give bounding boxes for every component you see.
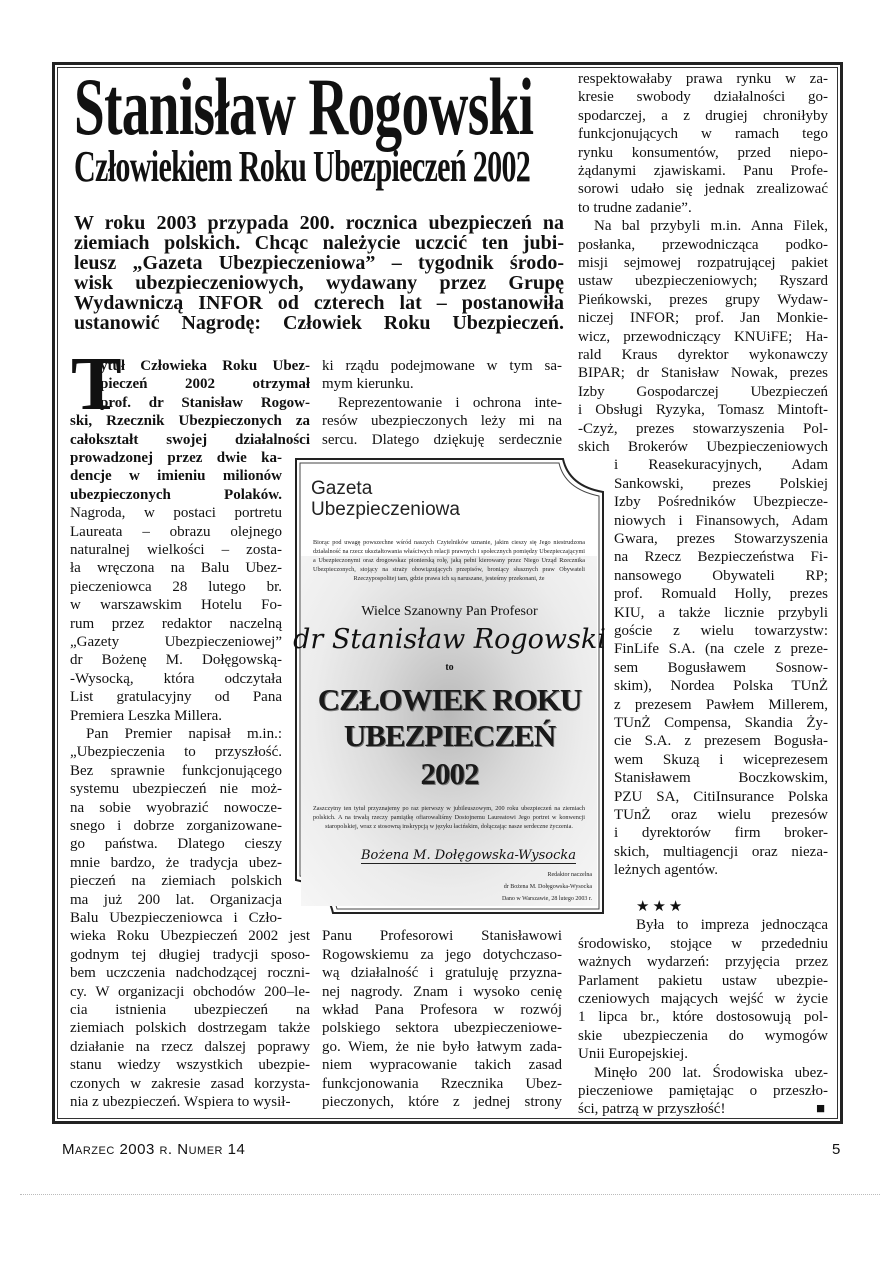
text-line: to trudne zadanie”.: [578, 199, 692, 216]
text-line: ści, patrzą w przyszłość!: [578, 1101, 726, 1118]
certificate-signature: Bożena M. Dołęgowska-Wysocka: [361, 848, 576, 863]
text-line: rynku konsumentów, przed niepo-: [578, 144, 828, 161]
text-line: ma już 200 lat. Organizacja: [70, 891, 282, 908]
text-line: niem wypracowanie takich zasad: [322, 1057, 562, 1074]
text-line: czeniowych mających wejść w życie: [578, 991, 828, 1007]
certificate-to: to: [445, 662, 454, 673]
text-line: TUnŻ oraz wielu prezesów: [614, 807, 828, 823]
lead-line: ustanowić Nagrodę: Człowiek Roku Ubezpieczeń.: [74, 312, 564, 334]
text-line: respektowałaby prawa rynku w za-: [578, 71, 828, 87]
text-line: pieczeniowe pamiętając o przeszło-: [578, 1083, 828, 1099]
text-line: ki rządu podejmowane w tym sa-: [322, 358, 562, 374]
text-line: funkcjonowania Rzecznika Ubez-: [322, 1075, 562, 1092]
text-line: Izby Gospodarczej Ubezpieczeń: [578, 383, 828, 400]
page-number: 5: [832, 1141, 841, 1158]
text-line: cy. W organizacji obchodów 200–le-: [70, 983, 310, 1000]
text-line: czonych w zakresie zasad korzysta-: [70, 1075, 310, 1092]
text-line: skim), Nordea Polska TUnŻ: [614, 678, 828, 695]
text-line: sorowi udało się jednak zrealizować: [578, 181, 828, 198]
text-line: stanu wiedzy wszystkich ubezpie-: [70, 1057, 310, 1074]
text-line: ustaw ubezpieczeniowych; Ryszard: [578, 273, 828, 290]
text-line: cie S.A. z prezesem Bogusła-: [614, 733, 828, 750]
text-line: prof. Romuald Holly, prezes: [614, 586, 828, 603]
text-line: skie ubezpieczenia do wymogów: [578, 1027, 828, 1044]
text-line: Izby Pośredników Ubezpiecze-: [614, 494, 828, 511]
text-line: polskiego sektora ubezpieczeniowe-: [322, 1020, 562, 1037]
footer-issue: Marzec 2003 r. Numer 14: [62, 1141, 246, 1158]
text-line: go. Wiem, że nie było łatwym zada-: [322, 1038, 562, 1055]
text-line: snego i dobrze zorganizowane-: [70, 818, 282, 834]
text-line: rald Kraus dyrektor wykonawczy: [578, 347, 828, 363]
text-line: „Ubezpieczenia to przyszłość.: [70, 744, 282, 761]
certificate-greeting: Wielce Szanowny Pan Profesor: [361, 604, 538, 619]
article-subtitle: Człowiekiem Roku Ubezpieczeń 2002: [74, 142, 531, 191]
text-line: Premiera Leszka Millera.: [70, 707, 223, 724]
text-line: na sobie wyobrazić nowocze-: [70, 799, 282, 816]
text-line: TUnŻ Compensa, Skandia Ży-: [614, 715, 828, 731]
text-line: PZU SA, CitiInsurance Polska: [614, 788, 828, 805]
certificate-award-line-1: CZŁOWIEK ROKU: [317, 682, 582, 717]
text-line: ubezpieczonych Polaków.: [70, 486, 282, 503]
text-line: i Reasekuracyjnych, Adam: [614, 457, 828, 474]
text-line: Bez sprawnie funkcjonującego: [70, 762, 282, 779]
text-line: ważnych wydarzeń: przyjęcia przez: [578, 954, 828, 971]
text-line: Gwara, prezes Stowarzyszenia: [614, 531, 828, 547]
text-line: KIU, a także licznie przybyli: [614, 604, 828, 621]
certificate-signer-role: Redaktor naczelna: [547, 872, 592, 878]
text-line: bem uczczenia nadchodzącej roczni-: [70, 965, 310, 982]
certificate-image: [293, 456, 606, 916]
end-of-article-mark: ■: [816, 1101, 826, 1118]
text-line: posłanka, przewodnicząca podko-: [578, 236, 828, 253]
text-line: kresie swobody działalności go-: [578, 89, 828, 106]
text-line: w warszawskim Hotelu Fo-: [70, 597, 282, 614]
text-line: Parlament pakietu ustaw ubezpie-: [578, 972, 828, 989]
text-line: „Gazety Ubezpieczeniowej”: [70, 634, 282, 650]
text-line: pieczeń na ziemiach polskich: [70, 873, 282, 890]
text-line: systemu ubezpieczeń nie moż-: [70, 781, 282, 798]
text-line: Unii Europejskiej.: [578, 1046, 688, 1063]
text-line: pieczeń 2002 otrzymał: [100, 376, 310, 393]
text-line: Minęło 200 lat. Środowiska ubez-: [594, 1064, 828, 1081]
text-line: BIPAR; dr Stanisław Nowak, prezes: [578, 365, 828, 382]
certificate-logo: [311, 478, 460, 520]
text-line: leżnych agentów.: [614, 862, 718, 879]
text-line: z prezesem Pawłem Millerem,: [614, 696, 828, 713]
scan-artifact-line: [20, 1194, 880, 1195]
article-lead: [74, 213, 564, 333]
text-line: ziemiach polskich dostrzegam także: [70, 1020, 310, 1037]
text-line: na Rzecz Bezpieczeństwa Fi-: [614, 549, 828, 566]
text-line: Na bal przybyli m.in. Anna Filek,: [594, 218, 828, 235]
text-line: mym kierunku.: [322, 376, 414, 393]
text-line: nia z ubezpieczeń. Wspiera to wysił-: [70, 1094, 291, 1110]
section-separator-stars: ★★★: [636, 899, 686, 915]
text-line: całokształt swojej działalności: [70, 431, 310, 448]
text-line: misji sejmowej rozpatrującej pakiet: [578, 255, 828, 271]
article-title: Stanisław Rogowski: [74, 61, 534, 152]
text-line: niowych i Finansowych, Adam: [614, 512, 828, 529]
text-line: Pieńkowski, prezes grupy Wydaw-: [578, 291, 828, 308]
text-line: ski, Rzecznik Ubezpieczonych za: [70, 413, 310, 430]
text-line: godnym tej długiej tradycji sposo-: [70, 946, 310, 963]
logo-line-1: Gazeta: [311, 478, 373, 499]
lead-line: W roku 2003 przypada 200. rocznica ubezpieczeń na: [74, 212, 564, 234]
text-line: -Wysocką, która odczytała: [70, 670, 282, 687]
text-line: wem Skuzą i wiceprezesem: [614, 751, 828, 768]
text-line: Stanisławem Boczkowskim,: [614, 770, 828, 787]
lead-line: ziemiach polskich. Chcąc należycie uczcić ten jubi-: [74, 232, 564, 254]
certificate-name: dr Stanisław Rogowski: [293, 624, 606, 655]
text-line: Sankowski, prezes Polskiej: [614, 475, 828, 492]
text-line: mnie bardzo, że tradycja ubez-: [70, 854, 282, 871]
text-line: niczej INFOR; prof. Jan Monkie-: [578, 310, 828, 327]
text-line: ła wręczona na Balu Ubez-: [70, 560, 282, 577]
drop-cap: T: [71, 342, 122, 426]
certificate-intro-text: Biorąc pod uwagę powszechne wśród naszych Czytelników uznanie, jakim cieszy się Jego niestrudzona działalność na rzecz ukształtowania właściwych relacji prawnych i społecznych pomiędzy Ubezpieczającymi a Ubezpieczonymi oraz drogowskaz pionierską rolę, jaką pełni kierowany przez Niego Urząd Rzecznika Ubezpieczonych, stojący na straży obowiązujących przepisów, broniący słusznych praw Obywateli Rzeczypospolitej tam, gdzie prawa ich są naruszane, jesteśmy przekonani, że: [313, 539, 585, 582]
text-line: nej nagrody. Znam i wysoko cenię: [322, 983, 562, 1000]
text-line: rum przez redaktor naczelną: [70, 615, 282, 632]
text-line: środowisko, stojące w przededniu: [578, 935, 828, 952]
text-line: wicz, przewodniczący KNUiFE; Ha-: [578, 328, 828, 345]
text-line: skich, multiagencji oraz nieza-: [614, 843, 828, 860]
certificate-closing-text: Zaszczytny ten tytuł przyznajemy po raz pierwszy w jubileuszowym, 200 roku ubezpieczeń na ziemiach polskich. A na trwałą rzeczy pamiątkę ofiarowaliśmy Dostojnemu Laureatowi Jego portret w konwencji staropolskiej, wraz z stosowną inskrypcją w języku łacińskim, dołączając nasze serdeczne życzenia.: [313, 805, 585, 830]
text-line: i dyrektorów firm broker-: [614, 825, 828, 842]
text-line: Panu Profesorowi Stanisławowi: [322, 928, 562, 945]
text-line: funkcjonujących w ramach tego: [578, 126, 828, 143]
text-line: naturalnej wielkości – zosta-: [70, 542, 282, 558]
text-line: goście z wielu towarzystw:: [614, 623, 828, 639]
text-line: Była to impreza jednocząca: [636, 917, 828, 934]
text-line: Reprezentowanie i ochrona inte-: [338, 394, 562, 411]
lead-line: wisk ubezpieczeniowych, wydawany przez Grupę: [74, 272, 564, 294]
text-line: sercu. Dlatego dziękuję serdecznie: [322, 431, 562, 448]
text-line: pieczeniowca 28 lutego br.: [70, 578, 282, 595]
text-line: Pan Premier napisał m.in.:: [86, 726, 282, 742]
certificate-award-line-2: UBEZPIECZEŃ: [343, 718, 556, 753]
text-line: wą działalność i gratuluję przyzna-: [322, 965, 562, 982]
text-line: działanie na rzecz dalszej poprawy: [70, 1038, 310, 1055]
lead-line: leusz „Gazeta Ubezpieczeniowa” – tygodnik środo-: [74, 252, 564, 274]
text-line: go państwa. Dlatego cieszy: [70, 836, 282, 853]
text-line: wieka Roku Ubezpieczeń 2002 jest: [70, 928, 310, 945]
text-line: ytuł Człowieka Roku Ubez-: [100, 358, 310, 374]
text-line: sem Bogusławem Sosnow-: [614, 659, 828, 676]
certificate-award-year: 2002: [420, 756, 479, 791]
logo-line-2: Ubezpieczeniowa: [311, 499, 460, 520]
text-line: Balu Ubezpieczeniowca i Czło-: [70, 910, 282, 926]
text-line: Laureata – obrazu olejnego: [70, 523, 282, 540]
text-line: cia istnienia ubezpieczeń na: [70, 1002, 310, 1018]
text-line: Rogowskiemu za jego dotychczaso-: [322, 946, 562, 963]
text-line: prowadzonej przez dwie ka-: [70, 450, 282, 466]
text-line: 1 lipca br., które dostosowują pol-: [578, 1009, 828, 1026]
text-line: nansowego Obywateli RP;: [614, 567, 828, 584]
text-line: prof. dr Stanisław Rogow-: [100, 394, 310, 411]
text-line: żądanymi zjawiskami. Panu Profe-: [578, 163, 828, 179]
text-line: Nagroda, w postaci portretu: [70, 505, 282, 522]
certificate-signer-name: dr Bożena M. Dołęgowska-Wysocka: [503, 884, 592, 890]
text-line: List gratulacyjny od Pana: [70, 689, 282, 706]
text-line: spodarczej, a z drugiej chroniłyby: [578, 107, 828, 124]
text-line: i Obsługi Ryzyka, Tomasz Mintoft-: [578, 402, 828, 419]
text-line: resów ubezpieczonych leży mi na: [322, 413, 562, 430]
lead-line: Wydawniczą INFOR od czterech lat – postanowiła: [74, 292, 564, 314]
text-line: dencje w imieniu milionów: [70, 468, 282, 485]
text-line: FinLife S.A. (na czele z preze-: [614, 641, 828, 658]
text-line: -Czyż, prezes stowarzyszenia Pol-: [578, 420, 828, 437]
text-line: skich Brokerów Ubezpieczeniowych: [578, 439, 828, 455]
text-line: pieczonych, które z jednej strony: [322, 1094, 562, 1110]
text-line: wkład Pana Profesora w rozwój: [322, 1002, 562, 1018]
certificate-place-date: Dano w Warszawie, 28 lutego 2003 r.: [501, 896, 592, 902]
text-line: dr Bożenę M. Dołęgowską-: [70, 652, 282, 669]
